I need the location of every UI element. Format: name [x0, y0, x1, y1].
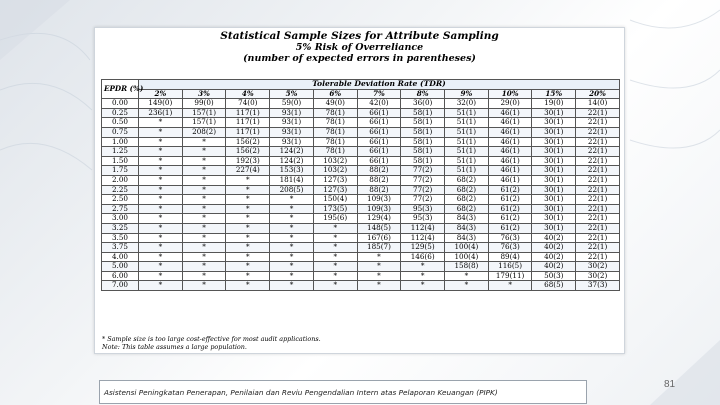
- rate-header-cell: 4%: [226, 89, 270, 99]
- sample-size-cell: *: [357, 262, 401, 272]
- sample-size-cell: *: [182, 166, 226, 176]
- sample-size-cell: 46(1): [488, 127, 532, 137]
- sample-size-cell: *: [139, 243, 183, 253]
- document-subtitle-note: (number of expected errors in parentheses): [243, 53, 476, 64]
- epdr-cell: 4.00: [102, 252, 139, 262]
- sample-size-cell: 50(3): [532, 271, 576, 281]
- sample-size-cell: *: [270, 223, 314, 233]
- sample-size-cell: 156(2): [226, 147, 270, 157]
- sample-size-cell: 116(5): [488, 262, 532, 272]
- sample-size-cell: 22(1): [576, 156, 620, 166]
- sample-size-cell: 40(2): [532, 233, 576, 243]
- sample-size-cell: *: [139, 185, 183, 195]
- sample-size-cell: 78(1): [313, 147, 357, 157]
- note-too-large: * Sample size is too large cost-effective for most audit applications.: [102, 335, 321, 343]
- sample-size-cell: 30(1): [532, 185, 576, 195]
- epdr-cell: 5.00: [102, 262, 139, 272]
- sample-size-cell: 46(1): [488, 118, 532, 128]
- sample-size-cell: 149(0): [139, 99, 183, 109]
- sample-size-cell: 95(3): [401, 204, 445, 214]
- sample-size-cell: *: [226, 243, 270, 253]
- sample-size-cell: 127(3): [313, 185, 357, 195]
- sample-size-cell: 148(5): [357, 223, 401, 233]
- sample-size-cell: 22(1): [576, 137, 620, 147]
- sample-size-cell: 84(3): [445, 223, 489, 233]
- epdr-cell: 2.75: [102, 204, 139, 214]
- sample-size-cell: 46(1): [488, 156, 532, 166]
- sample-size-cell: *: [139, 195, 183, 205]
- rate-header-cell: 15%: [532, 89, 576, 99]
- epdr-cell: 3.75: [102, 243, 139, 253]
- table-row: [102, 166, 620, 176]
- sample-size-cell: 78(1): [313, 118, 357, 128]
- sample-size-cell: 30(1): [532, 118, 576, 128]
- epdr-cell: 1.25: [102, 147, 139, 157]
- sample-size-cell: *: [182, 281, 226, 291]
- sample-size-cell: 93(1): [270, 137, 314, 147]
- sample-size-cell: *: [270, 204, 314, 214]
- sample-size-cell: *: [313, 252, 357, 262]
- table-row: [102, 99, 620, 109]
- sample-size-cell: *: [139, 147, 183, 157]
- sample-size-cell: 93(1): [270, 118, 314, 128]
- sample-size-cell: *: [226, 281, 270, 291]
- sample-size-cell: *: [488, 281, 532, 291]
- sample-size-cell: 46(1): [488, 175, 532, 185]
- footer-caption: [99, 380, 587, 404]
- document-subtitle: 5% Risk of Overreliance: [295, 42, 424, 53]
- table-row: [102, 233, 620, 243]
- tdr-header: Tolerable Deviation Rate (TDR): [139, 80, 620, 90]
- sample-size-cell: 19(0): [532, 99, 576, 109]
- table-body: [102, 99, 620, 291]
- sample-size-cell: 99(0): [182, 99, 226, 109]
- sample-size-cell: 84(3): [445, 214, 489, 224]
- sample-size-cell: 30(1): [532, 137, 576, 147]
- sample-size-cell: 61(2): [488, 204, 532, 214]
- rate-header-cell: 2%: [139, 89, 183, 99]
- sample-size-cell: *: [313, 243, 357, 253]
- sample-size-cell: *: [226, 175, 270, 185]
- sample-size-cell: 29(0): [488, 99, 532, 109]
- sample-size-cell: 22(1): [576, 147, 620, 157]
- sample-size-cell: 158(8): [445, 262, 489, 272]
- sample-size-cell: 22(1): [576, 175, 620, 185]
- epdr-cell: 7.00: [102, 281, 139, 291]
- sample-size-cell: *: [182, 195, 226, 205]
- sample-size-cell: 30(1): [532, 127, 576, 137]
- sample-size-cell: 77(2): [401, 166, 445, 176]
- sample-size-cell: 236(1): [139, 108, 183, 118]
- sample-size-cell: 68(2): [445, 175, 489, 185]
- sample-size-cell: 78(1): [313, 108, 357, 118]
- sample-size-cell: *: [139, 233, 183, 243]
- table-notes: [102, 335, 321, 351]
- sample-size-cell: *: [401, 281, 445, 291]
- sample-size-cell: 78(1): [313, 127, 357, 137]
- sample-size-cell: 22(1): [576, 252, 620, 262]
- sample-size-cell: 89(4): [488, 252, 532, 262]
- sample-size-cell: 192(3): [226, 156, 270, 166]
- sample-size-cell: 58(1): [401, 108, 445, 118]
- sample-size-cell: 93(1): [270, 108, 314, 118]
- sample-size-cell: 40(2): [532, 252, 576, 262]
- sample-size-cell: *: [357, 281, 401, 291]
- sample-size-cell: *: [445, 281, 489, 291]
- sample-size-cell: 22(1): [576, 243, 620, 253]
- sample-size-cell: *: [270, 214, 314, 224]
- sample-size-cell: 46(1): [488, 108, 532, 118]
- sample-size-cell: 61(2): [488, 223, 532, 233]
- sample-size-cell: 179(11): [488, 271, 532, 281]
- sample-size-cell: 173(5): [313, 204, 357, 214]
- sample-size-cell: *: [226, 271, 270, 281]
- epdr-cell: 1.50: [102, 156, 139, 166]
- sample-size-cell: *: [139, 214, 183, 224]
- sample-size-cell: *: [139, 204, 183, 214]
- sample-size-cell: 51(1): [445, 166, 489, 176]
- sample-size-cell: *: [226, 195, 270, 205]
- sample-size-cell: 22(1): [576, 214, 620, 224]
- rate-header-cell: 6%: [313, 89, 357, 99]
- epdr-cell: 0.00: [102, 99, 139, 109]
- sample-size-cell: 30(1): [532, 195, 576, 205]
- sample-size-cell: 129(5): [401, 243, 445, 253]
- sample-size-cell: 156(2): [226, 137, 270, 147]
- sample-size-cell: 49(0): [313, 99, 357, 109]
- sample-size-cell: 124(2): [270, 147, 314, 157]
- sample-size-cell: *: [226, 252, 270, 262]
- epdr-cell: 0.25: [102, 108, 139, 118]
- sample-size-cell: 127(3): [313, 175, 357, 185]
- sample-size-cell: 185(7): [357, 243, 401, 253]
- sample-size-cell: 95(3): [401, 214, 445, 224]
- sample-size-cell: 22(1): [576, 223, 620, 233]
- epdr-cell: 0.50: [102, 118, 139, 128]
- sample-size-cell: 181(4): [270, 175, 314, 185]
- sample-size-cell: *: [139, 156, 183, 166]
- sample-size-cell: *: [226, 204, 270, 214]
- sample-size-cell: 66(1): [357, 108, 401, 118]
- document-title-block: [95, 28, 624, 64]
- sample-size-cell: 153(3): [270, 166, 314, 176]
- sample-size-cell: 30(2): [576, 271, 620, 281]
- table-row: [102, 214, 620, 224]
- sample-size-cell: 77(2): [401, 195, 445, 205]
- sample-size-cell: 124(2): [270, 156, 314, 166]
- sample-size-cell: 129(4): [357, 214, 401, 224]
- sample-size-cell: *: [182, 243, 226, 253]
- sample-size-cell: 30(1): [532, 166, 576, 176]
- rate-header-cell: 7%: [357, 89, 401, 99]
- sample-size-cell: 112(4): [401, 223, 445, 233]
- sample-size-cell: 51(1): [445, 108, 489, 118]
- table-row: [102, 262, 620, 272]
- epdr-cell: 3.00: [102, 214, 139, 224]
- sample-size-cell: *: [313, 223, 357, 233]
- sample-size-cell: 66(1): [357, 156, 401, 166]
- rate-header-cell: 3%: [182, 89, 226, 99]
- sample-size-cell: *: [357, 252, 401, 262]
- rate-header-cell: 20%: [576, 89, 620, 99]
- epdr-cell: 3.25: [102, 223, 139, 233]
- sample-size-cell: 167(6): [357, 233, 401, 243]
- sample-size-cell: 30(2): [576, 262, 620, 272]
- page-number: 81: [664, 379, 676, 390]
- sample-size-cell: *: [139, 262, 183, 272]
- rate-header-cell: 5%: [270, 89, 314, 99]
- sample-size-cell: *: [139, 223, 183, 233]
- sample-size-cell: 77(2): [401, 185, 445, 195]
- sample-size-cell: 22(1): [576, 185, 620, 195]
- sample-size-cell: *: [182, 223, 226, 233]
- rate-header-cell: 10%: [488, 89, 532, 99]
- sample-size-cell: *: [182, 233, 226, 243]
- sample-size-cell: 112(4): [401, 233, 445, 243]
- epdr-cell: 1.75: [102, 166, 139, 176]
- sample-size-cell: *: [226, 262, 270, 272]
- table-row: [102, 185, 620, 195]
- sample-size-cell: 22(1): [576, 166, 620, 176]
- table-row: [102, 271, 620, 281]
- sample-size-cell: *: [226, 233, 270, 243]
- sample-size-cell: 100(4): [445, 252, 489, 262]
- epdr-cell: 3.50: [102, 233, 139, 243]
- sample-size-cell: *: [445, 271, 489, 281]
- sample-size-cell: 84(3): [445, 233, 489, 243]
- epdr-header: EPDR (%): [102, 80, 139, 99]
- footer-text: Asistensi Peningkatan Penerapan, Penilaian dan Reviu Pengendalian Intern atas Pelaporan Keuangan (PIPK): [104, 387, 498, 397]
- sample-size-cell: *: [357, 271, 401, 281]
- sample-size-cell: 208(2): [182, 127, 226, 137]
- sample-size-cell: 157(1): [182, 118, 226, 128]
- sample-size-cell: 51(1): [445, 137, 489, 147]
- note-large-population: Note: This table assumes a large population.: [102, 343, 247, 351]
- sample-size-cell: 32(0): [445, 99, 489, 109]
- sample-size-cell: 208(5): [270, 185, 314, 195]
- sample-size-cell: 227(4): [226, 166, 270, 176]
- sample-size-cell: 22(1): [576, 195, 620, 205]
- sample-size-cell: *: [313, 281, 357, 291]
- sample-size-cell: *: [182, 214, 226, 224]
- sample-size-cell: 117(1): [226, 108, 270, 118]
- sample-size-cell: 46(1): [488, 137, 532, 147]
- sample-size-cell: 30(1): [532, 156, 576, 166]
- table-row: [102, 243, 620, 253]
- sample-size-cell: 66(1): [357, 118, 401, 128]
- sample-size-cell: *: [139, 137, 183, 147]
- sample-size-cell: 195(6): [313, 214, 357, 224]
- table-row: [102, 108, 620, 118]
- sample-size-cell: *: [270, 262, 314, 272]
- table-row: [102, 137, 620, 147]
- sample-size-cell: 22(1): [576, 127, 620, 137]
- table-row: [102, 223, 620, 233]
- sample-size-cell: *: [139, 127, 183, 137]
- sample-size-cell: 157(1): [182, 108, 226, 118]
- sample-size-cell: 61(2): [488, 185, 532, 195]
- sample-size-table: [101, 79, 620, 291]
- sample-size-cell: 68(2): [445, 185, 489, 195]
- table-row: [102, 175, 620, 185]
- sample-size-cell: *: [182, 252, 226, 262]
- epdr-cell: 2.25: [102, 185, 139, 195]
- sample-size-cell: 93(1): [270, 127, 314, 137]
- sample-size-cell: 117(1): [226, 118, 270, 128]
- sample-size-cell: 22(1): [576, 108, 620, 118]
- sample-size-cell: 30(1): [532, 108, 576, 118]
- sample-size-cell: 146(6): [401, 252, 445, 262]
- sample-size-cell: *: [226, 223, 270, 233]
- sample-size-cell: 78(1): [313, 137, 357, 147]
- sample-size-cell: 100(4): [445, 243, 489, 253]
- sample-size-cell: 68(2): [445, 195, 489, 205]
- sample-size-cell: 109(3): [357, 204, 401, 214]
- epdr-cell: 2.00: [102, 175, 139, 185]
- table-row: [102, 252, 620, 262]
- document-title: Statistical Sample Sizes for Attribute Sampling: [220, 30, 499, 42]
- sample-size-cell: 58(1): [401, 127, 445, 137]
- sample-size-cell: 51(1): [445, 127, 489, 137]
- sample-size-cell: *: [182, 271, 226, 281]
- sample-size-cell: 88(2): [357, 185, 401, 195]
- sample-size-cell: 58(1): [401, 147, 445, 157]
- sample-size-cell: 68(5): [532, 281, 576, 291]
- sample-size-cell: *: [139, 252, 183, 262]
- sample-size-cell: *: [182, 147, 226, 157]
- sample-size-cell: 68(2): [445, 204, 489, 214]
- table-row: [102, 195, 620, 205]
- sample-size-cell: 37(3): [576, 281, 620, 291]
- sample-size-cell: 30(1): [532, 175, 576, 185]
- sample-size-cell: 61(2): [488, 195, 532, 205]
- sample-size-cell: 117(1): [226, 127, 270, 137]
- sample-size-cell: *: [182, 137, 226, 147]
- sample-size-cell: *: [270, 252, 314, 262]
- sample-size-cell: *: [182, 175, 226, 185]
- sample-size-cell: 109(3): [357, 195, 401, 205]
- sample-size-cell: 77(2): [401, 175, 445, 185]
- sample-size-cell: *: [139, 166, 183, 176]
- epdr-cell: 1.00: [102, 137, 139, 147]
- sample-size-cell: *: [270, 271, 314, 281]
- sample-size-cell: 58(1): [401, 118, 445, 128]
- sample-size-cell: 30(1): [532, 223, 576, 233]
- table-row: [102, 204, 620, 214]
- table-row: [102, 118, 620, 128]
- sample-size-cell: 103(2): [313, 156, 357, 166]
- sample-size-cell: *: [270, 281, 314, 291]
- table-row: [102, 127, 620, 137]
- table-row: [102, 147, 620, 157]
- sample-size-cell: *: [270, 195, 314, 205]
- rate-header-cell: 9%: [445, 89, 489, 99]
- sample-size-cell: 66(1): [357, 127, 401, 137]
- sample-size-cell: 14(0): [576, 99, 620, 109]
- sample-size-cell: 88(2): [357, 175, 401, 185]
- sample-size-cell: 51(1): [445, 118, 489, 128]
- sample-size-cell: 58(1): [401, 137, 445, 147]
- sample-size-cell: 51(1): [445, 147, 489, 157]
- sample-size-cell: *: [139, 118, 183, 128]
- sample-size-cell: 30(1): [532, 147, 576, 157]
- sample-size-cell: 103(2): [313, 166, 357, 176]
- sample-size-cell: *: [226, 185, 270, 195]
- sample-size-cell: 30(1): [532, 214, 576, 224]
- table-row: [102, 156, 620, 166]
- epdr-cell: 0.75: [102, 127, 139, 137]
- sample-size-cell: 76(3): [488, 243, 532, 253]
- sample-size-cell: 74(0): [226, 99, 270, 109]
- sample-size-cell: *: [313, 262, 357, 272]
- epdr-cell: 2.50: [102, 195, 139, 205]
- sample-size-cell: 58(1): [401, 156, 445, 166]
- rate-header-cell: 8%: [401, 89, 445, 99]
- sample-size-cell: *: [226, 214, 270, 224]
- sample-size-cell: 51(1): [445, 156, 489, 166]
- sample-size-cell: *: [182, 156, 226, 166]
- sample-size-cell: 46(1): [488, 166, 532, 176]
- sample-size-cell: *: [139, 175, 183, 185]
- sample-size-cell: 30(1): [532, 204, 576, 214]
- sample-size-cell: *: [270, 233, 314, 243]
- sample-size-cell: 61(2): [488, 214, 532, 224]
- sample-size-cell: *: [182, 262, 226, 272]
- sample-size-cell: 42(0): [357, 99, 401, 109]
- sample-size-cell: 22(1): [576, 204, 620, 214]
- sample-size-cell: *: [313, 233, 357, 243]
- sample-size-cell: 40(2): [532, 262, 576, 272]
- sample-size-cell: *: [401, 262, 445, 272]
- sample-size-cell: *: [313, 271, 357, 281]
- sample-size-cell: 76(3): [488, 233, 532, 243]
- sample-size-cell: 66(1): [357, 137, 401, 147]
- sample-size-cell: 150(4): [313, 195, 357, 205]
- sample-size-cell: *: [139, 271, 183, 281]
- sample-size-cell: 59(0): [270, 99, 314, 109]
- table-row: [102, 281, 620, 291]
- sample-size-cell: 40(2): [532, 243, 576, 253]
- sample-size-cell: 22(1): [576, 118, 620, 128]
- sample-size-cell: 22(1): [576, 233, 620, 243]
- sample-size-table-document: [94, 27, 625, 354]
- sample-size-cell: 46(1): [488, 147, 532, 157]
- rate-header-row: [102, 89, 620, 99]
- epdr-cell: 6.00: [102, 271, 139, 281]
- sample-size-cell: 36(0): [401, 99, 445, 109]
- sample-size-cell: 66(1): [357, 147, 401, 157]
- sample-size-cell: *: [182, 204, 226, 214]
- sample-size-cell: *: [270, 243, 314, 253]
- sample-size-cell: *: [401, 271, 445, 281]
- sample-size-cell: *: [139, 281, 183, 291]
- sample-size-cell: *: [182, 185, 226, 195]
- sample-size-cell: 88(2): [357, 166, 401, 176]
